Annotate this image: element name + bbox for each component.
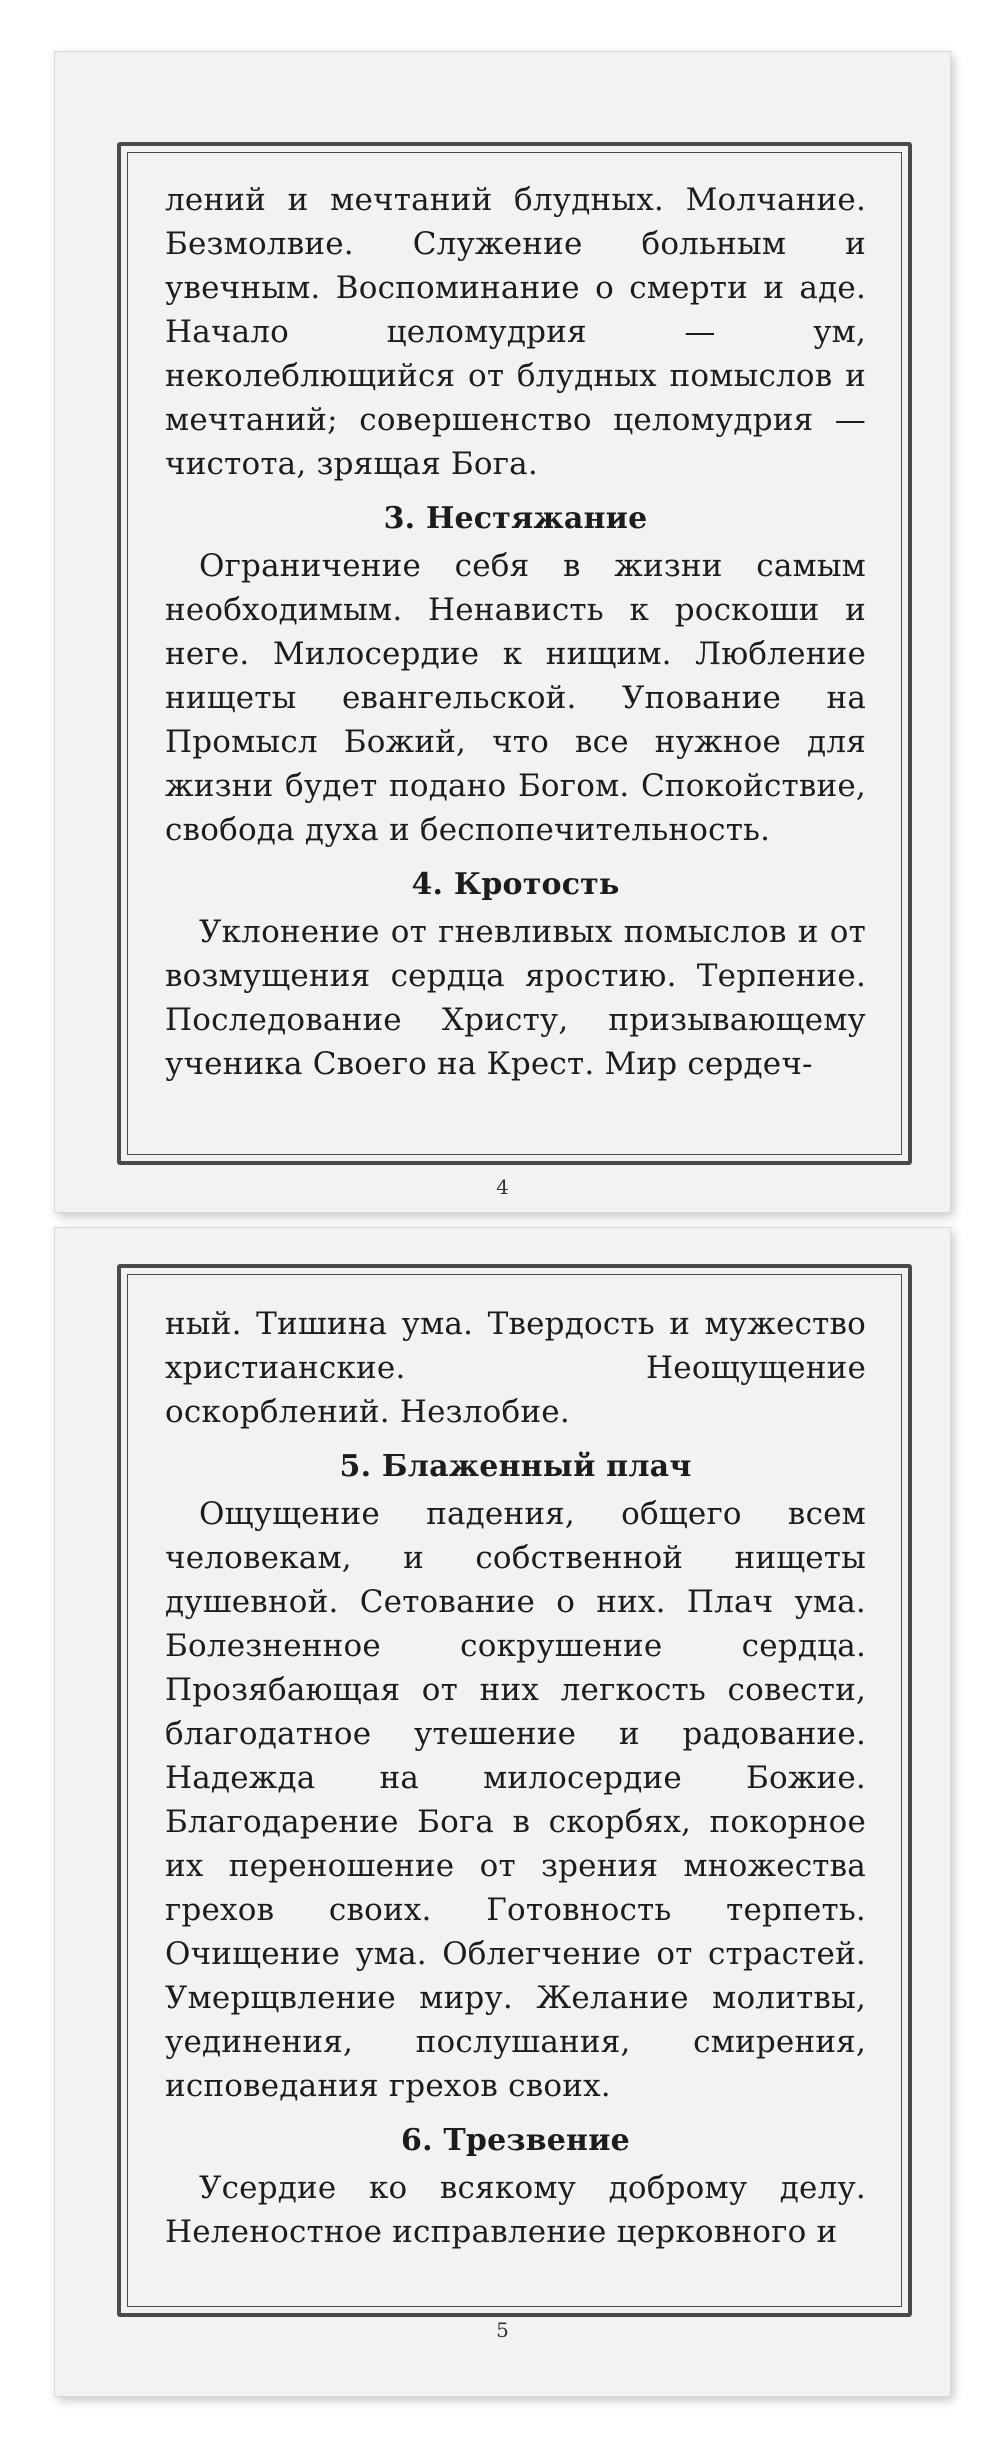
page-text bbox=[165, 178, 866, 1086]
page-border-frame bbox=[117, 1264, 912, 2317]
section-paragraph-6: Усердие ко всякому доброму делу. Неленостное исправление церковного и bbox=[165, 2170, 866, 2250]
page-border-frame bbox=[117, 142, 912, 1165]
section-heading-6: 6. Трезвение bbox=[401, 2123, 630, 2158]
continuation-paragraph: ный. Тишина ума. Твердость и мужество христианские. Неощущение оскорблений. Незлобие. bbox=[165, 1306, 866, 1430]
page-text bbox=[165, 1302, 866, 2254]
book-page-5 bbox=[55, 1228, 950, 2396]
section-heading-5: 5. Блаженный плач bbox=[339, 1449, 692, 1484]
continuation-paragraph: лений и мечтаний блудных. Молчание. Безмолвие. Служение больным и увечным. Воспоминание о смерти и аде. Начало целомудрия — ум, неколеблющийся от блудных помыслов и мечтаний; совершенство целомудрия — чистота, зрящая Бога. bbox=[165, 182, 866, 482]
page-number: 4 bbox=[496, 1175, 509, 1199]
section-paragraph-3: Ограничение себя в жизни самым необходимым. Ненависть к роскоши и неге. Милосердие к нищим. Любление нищеты евангельской. Упование на Промысл Божий, что все нужное для жизни будет подано Богом. Спокойствие, свобода духа и беспопечительность. bbox=[165, 548, 866, 848]
section-paragraph-5: Ощущение падения, общего всем человекам, и собственной нищеты душевной. Сетование о них. Плач ума. Болезненное сокрушение сердца. Прозябающая от них легкость совести, благодатное утешение и радование. Надежда на милосердие Божие. Благодарение Бога в скорбях, покорное их переношение от зрения множества грехов своих. Готовность терпеть. Очищение ума. Облегчение от страстей. Умерщвление миру. Желание молитвы, уединения, послушания, смирения, исповедания грехов своих. bbox=[165, 1496, 866, 2104]
section-heading-4: 4. Кротость bbox=[411, 867, 620, 902]
section-paragraph-4: Уклонение от гневливых помыслов и от возмущения сердца яростию. Терпение. Последование Христу, призывающему ученика Своего на Крест. Мир сердеч- bbox=[165, 914, 866, 1082]
section-heading-3: 3. Нестяжание bbox=[383, 501, 648, 536]
page-number: 5 bbox=[496, 2318, 509, 2342]
book-page-4 bbox=[55, 52, 950, 1212]
